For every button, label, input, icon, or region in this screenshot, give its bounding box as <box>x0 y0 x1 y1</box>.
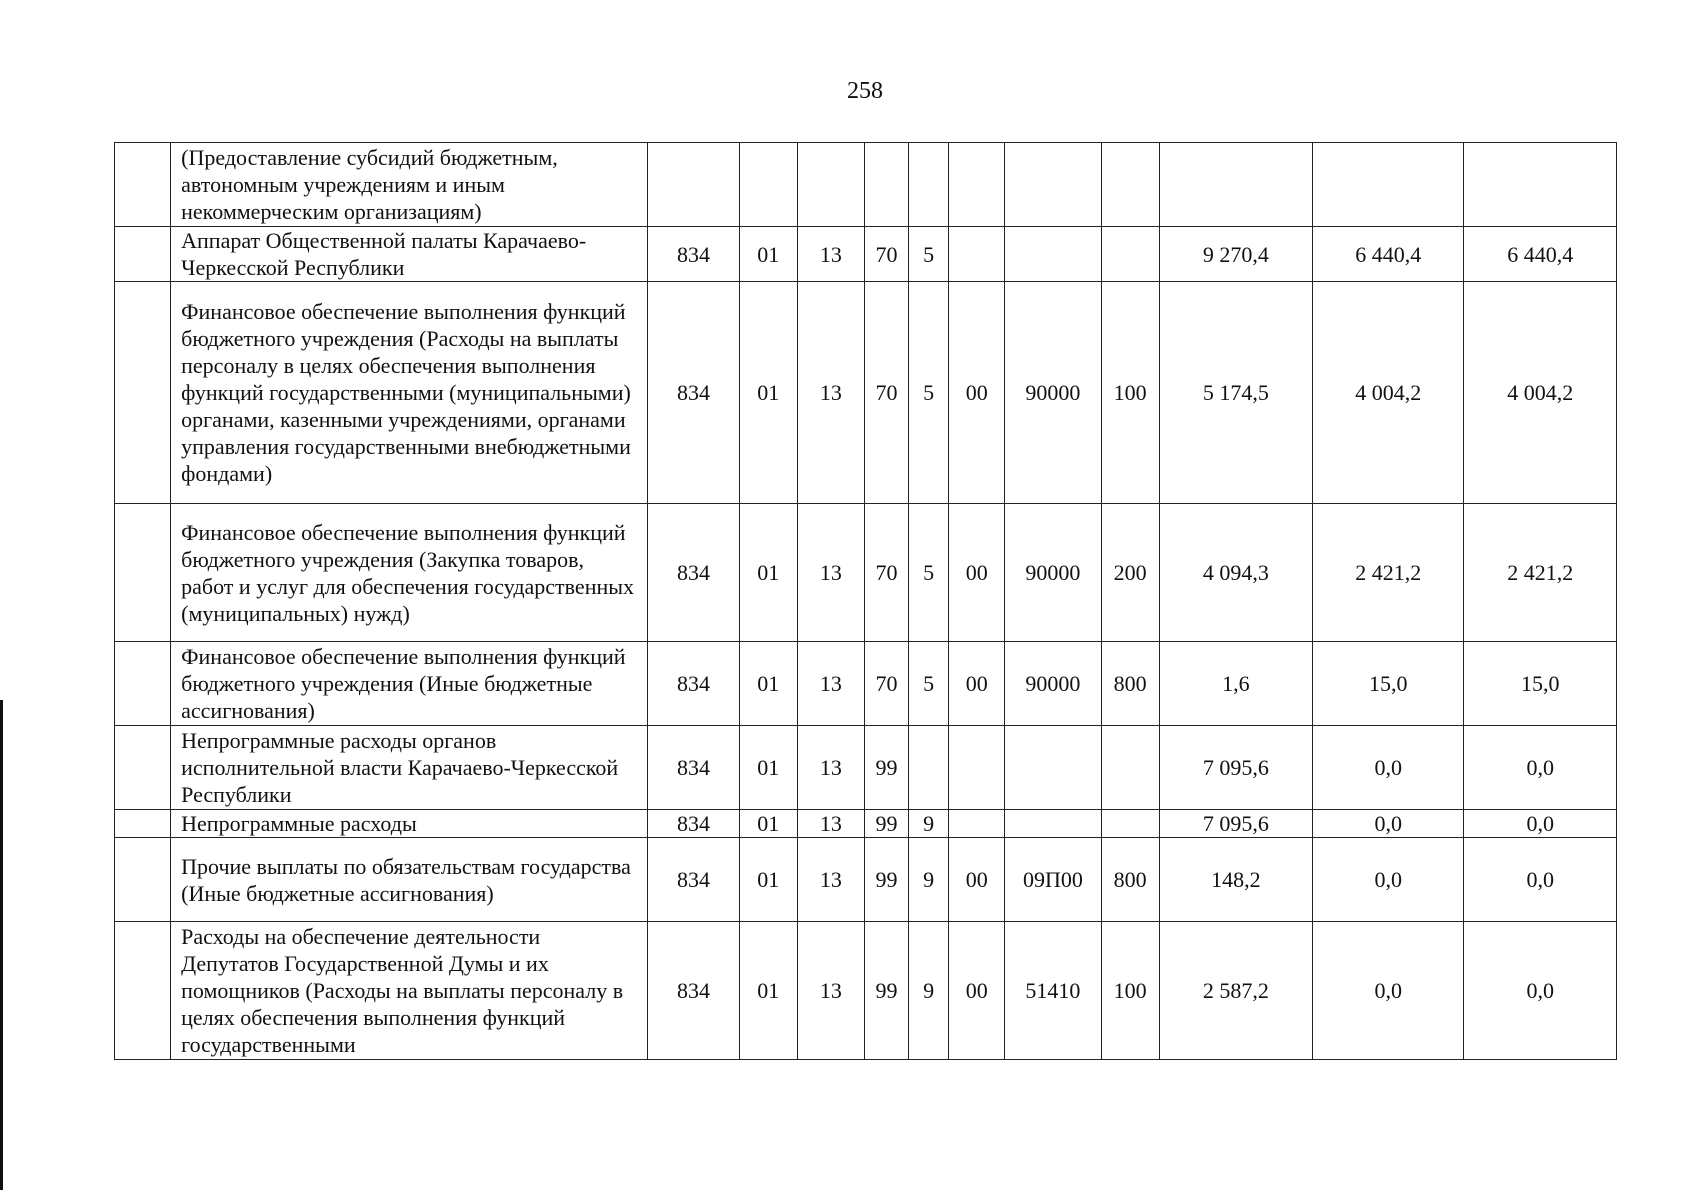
table-row <box>115 810 1617 838</box>
cell-pr: 13 <box>797 922 864 1060</box>
budget-table <box>114 142 1617 1060</box>
cell-y1: 1,6 <box>1159 642 1312 726</box>
row-number-cell <box>115 838 171 922</box>
expense-name-cell: Непрограммные расходы органов исполнительной власти Карачаево-Черкесской Республики <box>171 726 648 810</box>
cell-y3: 2 421,2 <box>1464 504 1617 642</box>
cell-pr: 13 <box>797 282 864 504</box>
cell-ved: 834 <box>648 922 739 1060</box>
cell-csr2: 9 <box>909 810 949 838</box>
cell-csr2: 5 <box>909 642 949 726</box>
expense-name-cell: Расходы на обеспечение деятельности Депутатов Государственной Думы и их помощников (Расходы на выплаты персоналу в целях обеспечения выполнения функций государственными <box>171 922 648 1060</box>
cell-pr: 13 <box>797 642 864 726</box>
row-number-cell <box>115 726 171 810</box>
cell-vr <box>1101 227 1159 282</box>
row-number-cell <box>115 922 171 1060</box>
cell-y3: 4 004,2 <box>1464 282 1617 504</box>
cell-y2: 6 440,4 <box>1313 227 1464 282</box>
cell-vr: 800 <box>1101 838 1159 922</box>
cell-csr4: 90000 <box>1005 282 1101 504</box>
row-number-cell <box>115 810 171 838</box>
cell-pr: 13 <box>797 504 864 642</box>
row-number-cell <box>115 642 171 726</box>
cell-y2: 0,0 <box>1313 838 1464 922</box>
cell-vr: 800 <box>1101 642 1159 726</box>
table-row <box>115 143 1617 227</box>
cell-vr: 100 <box>1101 922 1159 1060</box>
cell-csr3: 00 <box>949 922 1005 1060</box>
row-number-cell <box>115 227 171 282</box>
cell-csr3: 00 <box>949 282 1005 504</box>
cell-y2: 0,0 <box>1313 726 1464 810</box>
row-number-cell <box>115 504 171 642</box>
cell-csr3 <box>949 227 1005 282</box>
cell-csr4 <box>1005 227 1101 282</box>
cell-rz: 01 <box>739 504 797 642</box>
expense-name-cell: Финансовое обеспечение выполнения функций бюджетного учреждения (Закупка товаров, работ и услуг для обеспечения государственных (муниципальных) нужд) <box>171 504 648 642</box>
cell-y2: 0,0 <box>1313 810 1464 838</box>
cell-ved: 834 <box>648 282 739 504</box>
expense-name-cell: Прочие выплаты по обязательствам государства (Иные бюджетные ассигнования) <box>171 838 648 922</box>
cell-ved: 834 <box>648 838 739 922</box>
cell-csr1: 70 <box>864 282 908 504</box>
cell-y1: 5 174,5 <box>1159 282 1312 504</box>
cell-csr3: 00 <box>949 504 1005 642</box>
cell-csr1: 70 <box>864 227 908 282</box>
cell-rz: 01 <box>739 642 797 726</box>
cell-csr1: 70 <box>864 642 908 726</box>
cell-csr2 <box>909 143 949 227</box>
cell-ved: 834 <box>648 810 739 838</box>
cell-y1: 148,2 <box>1159 838 1312 922</box>
cell-y2: 2 421,2 <box>1313 504 1464 642</box>
row-number-cell <box>115 282 171 504</box>
table-row <box>115 227 1617 282</box>
expense-name-cell: Непрограммные расходы <box>171 810 648 838</box>
budget-table-body <box>115 143 1617 1060</box>
cell-csr1: 70 <box>864 504 908 642</box>
cell-rz: 01 <box>739 922 797 1060</box>
cell-rz <box>739 143 797 227</box>
cell-csr4: 09П00 <box>1005 838 1101 922</box>
scan-edge-line <box>0 700 3 1190</box>
cell-y2: 4 004,2 <box>1313 282 1464 504</box>
cell-vr <box>1101 810 1159 838</box>
cell-csr2: 9 <box>909 922 949 1060</box>
cell-csr4: 90000 <box>1005 642 1101 726</box>
cell-csr3 <box>949 726 1005 810</box>
cell-y1 <box>1159 143 1312 227</box>
cell-rz: 01 <box>739 810 797 838</box>
cell-vr: 200 <box>1101 504 1159 642</box>
cell-csr1 <box>864 143 908 227</box>
table-row <box>115 838 1617 922</box>
cell-y1: 9 270,4 <box>1159 227 1312 282</box>
cell-pr: 13 <box>797 810 864 838</box>
expense-name-cell: (Предоставление субсидий бюджетным, автономным учреждениям и иным некоммерческим организациям) <box>171 143 648 227</box>
cell-csr2 <box>909 726 949 810</box>
cell-pr: 13 <box>797 726 864 810</box>
cell-rz: 01 <box>739 227 797 282</box>
cell-csr4 <box>1005 143 1101 227</box>
row-number-cell <box>115 143 171 227</box>
cell-pr <box>797 143 864 227</box>
cell-csr3 <box>949 810 1005 838</box>
cell-pr: 13 <box>797 838 864 922</box>
cell-csr2: 5 <box>909 282 949 504</box>
table-row <box>115 504 1617 642</box>
cell-y2 <box>1313 143 1464 227</box>
cell-vr: 100 <box>1101 282 1159 504</box>
table-row <box>115 642 1617 726</box>
cell-csr1: 99 <box>864 810 908 838</box>
cell-ved <box>648 143 739 227</box>
cell-csr1: 99 <box>864 838 908 922</box>
cell-y3 <box>1464 143 1617 227</box>
cell-vr <box>1101 143 1159 227</box>
cell-rz: 01 <box>739 838 797 922</box>
cell-y3: 0,0 <box>1464 726 1617 810</box>
cell-y2: 0,0 <box>1313 922 1464 1060</box>
expense-name-cell: Аппарат Общественной палаты Карачаево-Черкесской Республики <box>171 227 648 282</box>
cell-ved: 834 <box>648 642 739 726</box>
cell-csr2: 5 <box>909 504 949 642</box>
cell-y3: 6 440,4 <box>1464 227 1617 282</box>
cell-ved: 834 <box>648 504 739 642</box>
cell-csr4: 51410 <box>1005 922 1101 1060</box>
expense-name-cell: Финансовое обеспечение выполнения функций бюджетного учреждения (Расходы на выплаты персоналу в целях обеспечения выполнения функций государственными (муниципальными) органами, казенными учреждениями, органами управления государственными внебюджетными фондами) <box>171 282 648 504</box>
cell-y1: 2 587,2 <box>1159 922 1312 1060</box>
cell-y3: 0,0 <box>1464 922 1617 1060</box>
cell-csr2: 9 <box>909 838 949 922</box>
cell-pr: 13 <box>797 227 864 282</box>
cell-csr3: 00 <box>949 642 1005 726</box>
cell-csr1: 99 <box>864 726 908 810</box>
cell-ved: 834 <box>648 227 739 282</box>
page-number: 258 <box>847 78 883 104</box>
cell-y1: 7 095,6 <box>1159 810 1312 838</box>
cell-y3: 0,0 <box>1464 810 1617 838</box>
cell-rz: 01 <box>739 282 797 504</box>
table-row <box>115 726 1617 810</box>
expense-name-cell: Финансовое обеспечение выполнения функций бюджетного учреждения (Иные бюджетные ассигнования) <box>171 642 648 726</box>
cell-csr1: 99 <box>864 922 908 1060</box>
cell-y3: 15,0 <box>1464 642 1617 726</box>
cell-csr4: 90000 <box>1005 504 1101 642</box>
cell-rz: 01 <box>739 726 797 810</box>
cell-csr4 <box>1005 726 1101 810</box>
cell-csr3 <box>949 143 1005 227</box>
cell-y1: 7 095,6 <box>1159 726 1312 810</box>
cell-csr4 <box>1005 810 1101 838</box>
cell-y2: 15,0 <box>1313 642 1464 726</box>
cell-y1: 4 094,3 <box>1159 504 1312 642</box>
cell-csr3: 00 <box>949 838 1005 922</box>
cell-csr2: 5 <box>909 227 949 282</box>
cell-y3: 0,0 <box>1464 838 1617 922</box>
table-row <box>115 922 1617 1060</box>
table-row <box>115 282 1617 504</box>
cell-vr <box>1101 726 1159 810</box>
cell-ved: 834 <box>648 726 739 810</box>
